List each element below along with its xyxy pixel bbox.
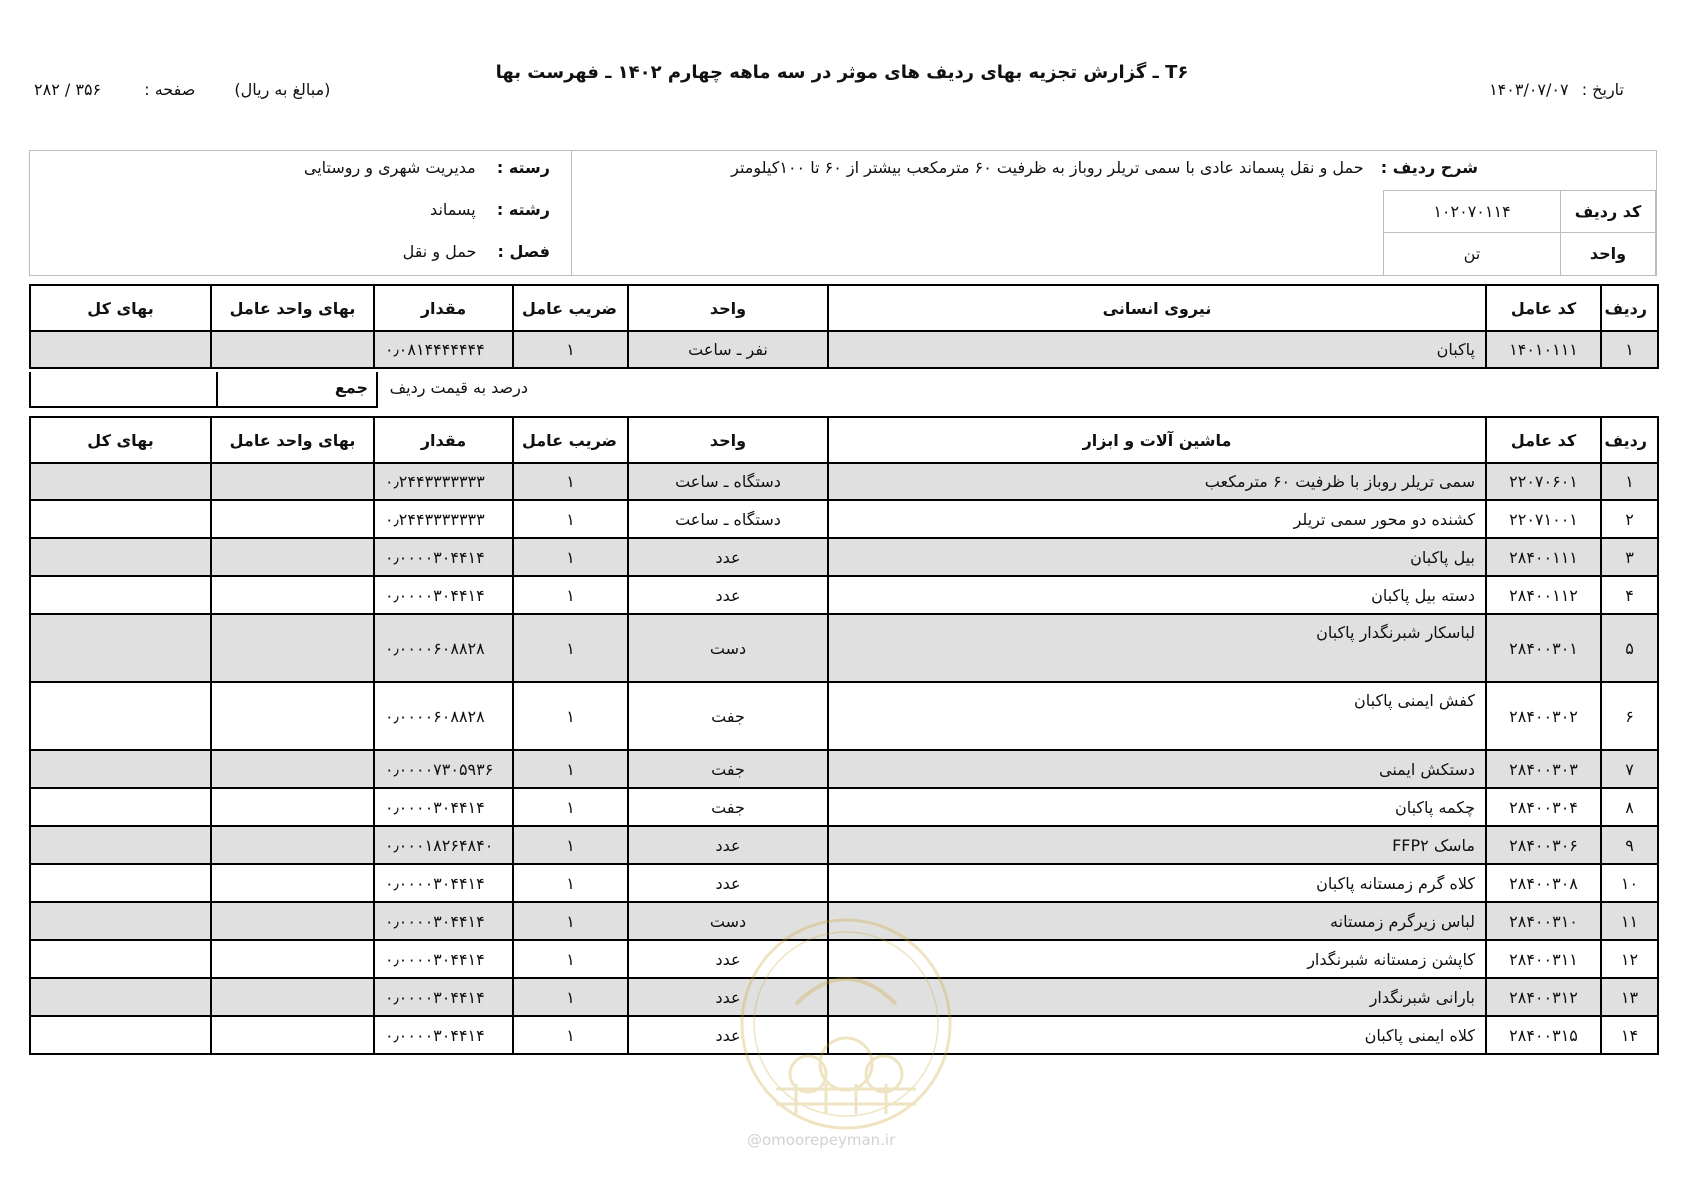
factor-coefficient: ۱ [513,940,628,978]
factor-code: ۲۸۴۰۰۳۱۲ [1486,978,1601,1016]
labor-table [29,284,1659,369]
col-unit: واحد [628,285,828,331]
factor-description: دسته بیل پاکبان [828,576,1486,614]
factor-unit: دست [628,614,828,682]
factor-quantity: ۰٫۰۰۰۰۶۰۸۸۲۸ [374,614,513,682]
chapter-value: حمل و نقل [402,242,477,261]
factor-unit: عدد [628,864,828,902]
factor-total-price [30,902,211,940]
factor-code: ۲۸۴۰۰۳۰۴ [1486,788,1601,826]
field-value: پسماند [430,200,476,219]
factor-code: ۲۸۴۰۰۳۰۱ [1486,614,1601,682]
col-labor: نیروی انسانی [828,285,1486,331]
field-label: رشته : [496,200,550,219]
factor-coefficient: ۱ [513,682,628,750]
factor-unit-price [211,864,374,902]
factor-unit-price [211,750,374,788]
row-number: ۹ [1601,826,1658,864]
watermark-site: @omoorepeyman.ir [747,1131,896,1149]
item-info-box [29,150,1657,276]
date-label: تاریخ : [1581,80,1624,99]
factor-unit: نفر ـ ساعت [628,331,828,368]
factor-coefficient: ۱ [513,331,628,368]
col-unit: واحد [628,417,828,463]
factor-quantity: ۰٫۰۸۱۴۴۴۴۴۴۴ [374,331,513,368]
row-number: ۱۴ [1601,1016,1658,1054]
page-label: صفحه : [144,80,196,99]
table-row [30,500,1658,538]
factor-description: کشنده دو محور سمی تریلر [828,500,1486,538]
factor-unit: عدد [628,940,828,978]
row-number: ۱۲ [1601,940,1658,978]
factor-quantity: ۰٫۰۰۰۰۳۰۴۴۱۴ [374,576,513,614]
factor-code: ۲۸۴۰۰۳۰۶ [1486,826,1601,864]
factor-total-price [30,940,211,978]
factor-unit-price [211,463,374,500]
factor-unit: عدد [628,978,828,1016]
factor-code: ۲۸۴۰۰۳۰۲ [1486,682,1601,750]
table-row [30,538,1658,576]
factor-description: کاپشن زمستانه شبرنگدار [828,940,1486,978]
factor-code: ۲۸۴۰۰۱۱۱ [1486,538,1601,576]
factor-total-price [30,331,211,368]
factor-unit: عدد [628,1016,828,1054]
category-value: مدیریت شهری و روستایی [303,158,476,177]
factor-unit-price [211,576,374,614]
factor-coefficient: ۱ [513,902,628,940]
factor-quantity: ۰٫۰۰۰۰۳۰۴۴۱۴ [374,864,513,902]
factor-coefficient: ۱ [513,576,628,614]
factor-quantity: ۰٫۰۰۰۰۳۰۴۴۱۴ [374,788,513,826]
factor-unit-price [211,788,374,826]
factor-unit: عدد [628,826,828,864]
row-number: ۸ [1601,788,1658,826]
factor-code: ۱۴۰۱۰۱۱۱ [1486,331,1601,368]
date-value: ۱۴۰۳/۰۷/۰۷ [1489,80,1569,99]
factor-code: ۲۸۴۰۰۳۰۳ [1486,750,1601,788]
factor-quantity: ۰٫۰۰۰۰۳۰۴۴۱۴ [374,538,513,576]
factor-description: لباسکار شبرنگدار پاکبان [828,614,1486,682]
col-machinery: ماشین آلات و ابزار [828,417,1486,463]
col-factor-code: کد عامل [1486,417,1601,463]
factor-unit: دست [628,902,828,940]
factor-quantity: ۰٫۰۰۰۰۷۳۰۵۹۳۶ [374,750,513,788]
col-unit-price: بهای واحد عامل [211,417,374,463]
factor-unit: عدد [628,538,828,576]
factor-coefficient: ۱ [513,500,628,538]
factor-total-price [30,864,211,902]
row-number: ۱ [1601,331,1658,368]
row-number: ۱۰ [1601,864,1658,902]
col-coefficient: ضریب عامل [513,417,628,463]
factor-total-price [30,826,211,864]
factor-unit-price [211,978,374,1016]
factor-coefficient: ۱ [513,463,628,500]
item-unit-label: واحد [1560,232,1656,276]
factor-total-price [30,576,211,614]
factor-unit-price [211,682,374,750]
factor-unit-price [211,331,374,368]
table-row [30,864,1658,902]
chapter-row [300,242,550,261]
factor-code: ۲۲۰۷۱۰۰۱ [1486,500,1601,538]
category-label: رسته : [496,158,550,177]
amounts-note: (مبالغ به ریال) [234,80,331,99]
row-number: ۵ [1601,614,1658,682]
factor-total-price [30,788,211,826]
col-coefficient: ضریب عامل [513,285,628,331]
factor-quantity: ۰٫۰۰۰۰۳۰۴۴۱۴ [374,978,513,1016]
row-number: ۶ [1601,682,1658,750]
factor-description: کلاه گرم زمستانه پاکبان [828,864,1486,902]
col-total-price: بهای کل [30,417,211,463]
factor-coefficient: ۱ [513,1016,628,1054]
factor-description: پاکبان [828,331,1486,368]
factor-coefficient: ۱ [513,614,628,682]
factor-code: ۲۸۴۰۰۳۱۵ [1486,1016,1601,1054]
factor-code: ۲۸۴۰۰۳۱۱ [1486,940,1601,978]
factor-unit-price [211,826,374,864]
factor-unit: جفت [628,788,828,826]
labor-sum-box [29,372,378,408]
factor-unit: جفت [628,682,828,750]
factor-description: کلاه ایمنی پاکبان [828,1016,1486,1054]
page-number: ۳۵۶ / ۲۸۲ [34,80,102,99]
factor-coefficient: ۱ [513,750,628,788]
factor-code: ۲۲۰۷۰۶۰۱ [1486,463,1601,500]
row-number: ۱۳ [1601,978,1658,1016]
table-row [30,463,1658,500]
factor-total-price [30,682,211,750]
factor-quantity: ۰٫۲۴۴۳۳۳۳۳۳۳ [374,463,513,500]
factor-total-price [30,978,211,1016]
labor-header-row [30,285,1658,331]
report-date [1489,80,1624,99]
factor-quantity: ۰٫۰۰۰۰۳۰۴۴۱۴ [374,1016,513,1054]
row-number: ۳ [1601,538,1658,576]
info-divider [571,151,572,275]
report-title: T۶ ـ گزارش تجزیه بهای ردیف های موثر در سه ماهه چهارم ۱۴۰۲ ـ فهرست بها [495,62,1189,83]
col-quantity: مقدار [374,285,513,331]
chapter-label: فصل : [497,242,550,261]
sum-label: جمع [216,372,376,406]
table-row [30,331,1658,368]
row-number: ۲ [1601,500,1658,538]
factor-total-price [30,463,211,500]
row-number: ۱ [1601,463,1658,500]
factor-unit-price [211,614,374,682]
percent-of-item-label: درصد به قیمت ردیف [389,378,528,397]
factor-code: ۲۸۴۰۰۱۱۲ [1486,576,1601,614]
factor-unit: عدد [628,576,828,614]
category-row [300,158,550,177]
col-row-number: ردیف [1601,417,1658,463]
table-row [30,576,1658,614]
factor-description: بارانی شبرنگدار [828,978,1486,1016]
factor-total-price [30,750,211,788]
factor-quantity: ۰٫۰۰۰۱۸۲۶۴۸۴۰ [374,826,513,864]
factor-description: سمی تریلر روباز با ظرفیت ۶۰ مترمکعب [828,463,1486,500]
col-total-price: بهای کل [30,285,211,331]
factor-description: کفش ایمنی پاکبان [828,682,1486,750]
col-unit-price: بهای واحد عامل [211,285,374,331]
row-number: ۱۱ [1601,902,1658,940]
col-row-number: ردیف [1601,285,1658,331]
factor-coefficient: ۱ [513,788,628,826]
factor-description: چکمه پاکبان [828,788,1486,826]
factor-unit: جفت [628,750,828,788]
factor-description: لباس زیرگرم زمستانه [828,902,1486,940]
factor-quantity: ۰٫۰۰۰۰۶۰۸۸۲۸ [374,682,513,750]
factor-quantity: ۰٫۲۴۴۳۳۳۳۳۳۳ [374,500,513,538]
table-row [30,788,1658,826]
col-quantity: مقدار [374,417,513,463]
col-factor-code: کد عامل [1486,285,1601,331]
factor-unit-price [211,902,374,940]
table-row [30,682,1658,750]
factor-code: ۲۸۴۰۰۳۱۰ [1486,902,1601,940]
factor-unit: دستگاه ـ ساعت [628,500,828,538]
watermark-logo [736,914,956,1134]
factor-description: دستکش ایمنی [828,750,1486,788]
factor-unit-price [211,940,374,978]
factor-unit: دستگاه ـ ساعت [628,463,828,500]
table-row [30,826,1658,864]
table-row [30,614,1658,682]
factor-unit-price [211,1016,374,1054]
row-number: ۴ [1601,576,1658,614]
row-number: ۷ [1601,750,1658,788]
factor-quantity: ۰٫۰۰۰۰۳۰۴۴۱۴ [374,940,513,978]
item-code-label: کد ردیف [1560,190,1656,233]
factor-total-price [30,1016,211,1054]
table-row [30,750,1658,788]
factor-unit-price [211,500,374,538]
factor-total-price [30,500,211,538]
item-code-value: ۱۰۲۰۷۰۱۱۴ [1383,190,1561,233]
factor-coefficient: ۱ [513,864,628,902]
factor-quantity: ۰٫۰۰۰۰۳۰۴۴۱۴ [374,902,513,940]
factor-total-price [30,614,211,682]
factor-coefficient: ۱ [513,538,628,576]
factor-coefficient: ۱ [513,826,628,864]
item-unit-value: تن [1383,232,1561,276]
factor-unit-price [211,538,374,576]
description-value: حمل و نقل پسماند عادی با سمی تریلر روباز به ظرفیت ۶۰ مترمکعب بیشتر از ۶۰ تا ۱۰۰کیلومتر [731,158,1364,177]
factor-coefficient: ۱ [513,978,628,1016]
machinery-header-row [30,417,1658,463]
factor-code: ۲۸۴۰۰۳۰۸ [1486,864,1601,902]
factor-total-price [30,538,211,576]
description-label: شرح ردیف : [1380,158,1478,177]
item-description [731,158,1478,177]
factor-description: ماسک FFP۲ [828,826,1486,864]
page-info [34,80,366,99]
factor-description: بیل پاکبان [828,538,1486,576]
field-row [300,200,550,219]
